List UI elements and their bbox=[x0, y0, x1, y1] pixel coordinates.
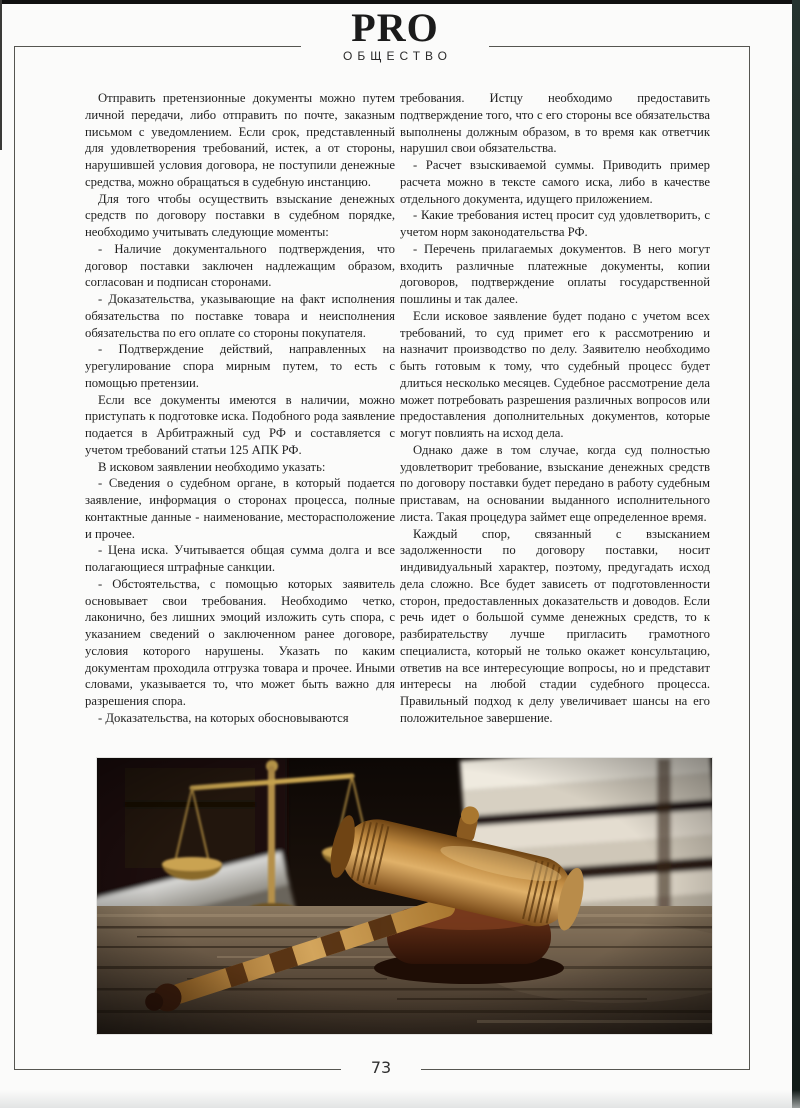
paragraph: - Обстоятельства, с помощью которых заявитель основывает свои требования. Необходимо четко, лаконично, без лишних эмоций изложить суть спора, с указанием сведений о заключенном ранее договоре, условия которого нарушены. Указать по каким документам проходила отгрузка товара и прочее. Иными словами, указывается то, что может быть важно для разрешения спора. bbox=[85, 576, 395, 708]
paragraph: - Наличие документального подтверждения, что договор поставки заключен надлежащим образом, согласован и подписан сторонами. bbox=[85, 241, 395, 290]
magazine-section-label: ОБЩЕСТВО bbox=[343, 49, 452, 63]
paragraph: - Подтверждение действий, направленных на урегулирование спора мирным путем, то есть с помощью претензии. bbox=[85, 342, 395, 390]
article-photo bbox=[97, 758, 712, 1034]
gavel-photo-illustration bbox=[97, 758, 712, 1034]
photo-vignette bbox=[97, 758, 712, 1034]
paragraph: - Перечень прилагаемых документов. В него могут входить различные платежные документы, копии договоров, подтверждение оплаты государственной пошлины и так далее. bbox=[400, 241, 710, 306]
article-column-left bbox=[85, 90, 395, 750]
paragraph: Если все документы имеются в наличии, можно приступать к подготовке иска. Подобного рода заявление подается в Арбитражный суд РФ и составляется с учетом требований статьи 125 АПК РФ. bbox=[85, 392, 395, 457]
masthead bbox=[301, 5, 489, 63]
paragraph: - Доказательства, на которых обосновываются bbox=[98, 710, 349, 725]
paragraph: - Доказательства, указывающие на факт исполнения обязательства по поставке товара и неисполнения обязательства по его оплате со стороны покупателя. bbox=[85, 292, 395, 340]
scan-edge-left bbox=[0, 0, 2, 150]
paragraph: - Какие требования истец просит суд удовлетворить, с учетом норм законодательства РФ. bbox=[400, 208, 710, 239]
paragraph: Каждый спор, связанный с взысканием задолженности по договору поставки, носит индивидуальный характер, поэтому, предугадать исход дела сложно. Все будет зависеть от подготовленности сторон, предоставленных доказательств и доводов. Если речь идет о большой сумме денежных средств, то к разбирательству лучше пригласить грамотного специалиста, который не только окажет консультацию, ответив на все интересующие вопросы, но и представит интересы на любой стадии судебного процесса. Правильный подход к делу увеличивает шансы на его положительное завершение. bbox=[400, 526, 710, 725]
paragraph: Однако даже в том случае, когда суд полностью удовлетворит требование, взыскание денежных средств по договору поставки будет передано в работу судебным приставам, на основании выданного исполнительного листа. Такая процедура займет еще определенное время. bbox=[400, 442, 710, 524]
page-number: 73 bbox=[341, 1058, 421, 1077]
scan-edge-right bbox=[792, 0, 800, 1108]
paragraph: Отправить претензионные документы можно путем личной передачи, либо отправить по почте, заказным письмом с уведомлением. Если срок, представленный для удовлетворения требований, истек, а от стороны, нарушившей условия договора, не поступили денежные средства, можно обращаться в судебную инстанцию. bbox=[85, 91, 395, 189]
paragraph: - Расчет взыскиваемой суммы. Приводить пример расчета можно в тексте самого иска, либо в качестве отдельного документа, идущего приложением. bbox=[400, 158, 710, 206]
paragraph: - Сведения о судебном органе, в который подается заявление, информация о сторонах процесса, полные контактные данные - наименование, месторасположение и прочее. bbox=[85, 476, 395, 541]
paragraph: В исковом заявлении необходимо указать: bbox=[98, 459, 326, 474]
magazine-logo: PRO bbox=[351, 5, 439, 50]
scan-shadow-bottom bbox=[0, 1090, 800, 1108]
paragraph: требования. Истцу необходимо предоставить подтверждение того, что с его стороны все обязательства выполнены должным образом, в то время как ответчик нарушил свои обязательства. bbox=[400, 91, 710, 156]
paragraph: - Цена иска. Учитывается общая сумма долга и все полагающиеся штрафные санкции. bbox=[85, 543, 395, 574]
paragraph: Для того чтобы осуществить взыскание денежных средств по договору поставки в судебном порядке, необходимо учитывать следующие моменты: bbox=[85, 191, 395, 239]
article-column-right bbox=[400, 90, 710, 750]
paragraph: Если исковое заявление будет подано с учетом всех требований, то суд примет его к рассмотрению и назначит производство по делу. Заявителю необходимо быть готовым к тому, что судебный процесс будет длиться несколько месяцев. Судебное рассмотрение дела может потребовать разрешения различных вопросов или предоставления дополнительных документов, которые могут повлиять на исход дела. bbox=[400, 308, 710, 440]
scan-edge-top bbox=[0, 0, 800, 4]
